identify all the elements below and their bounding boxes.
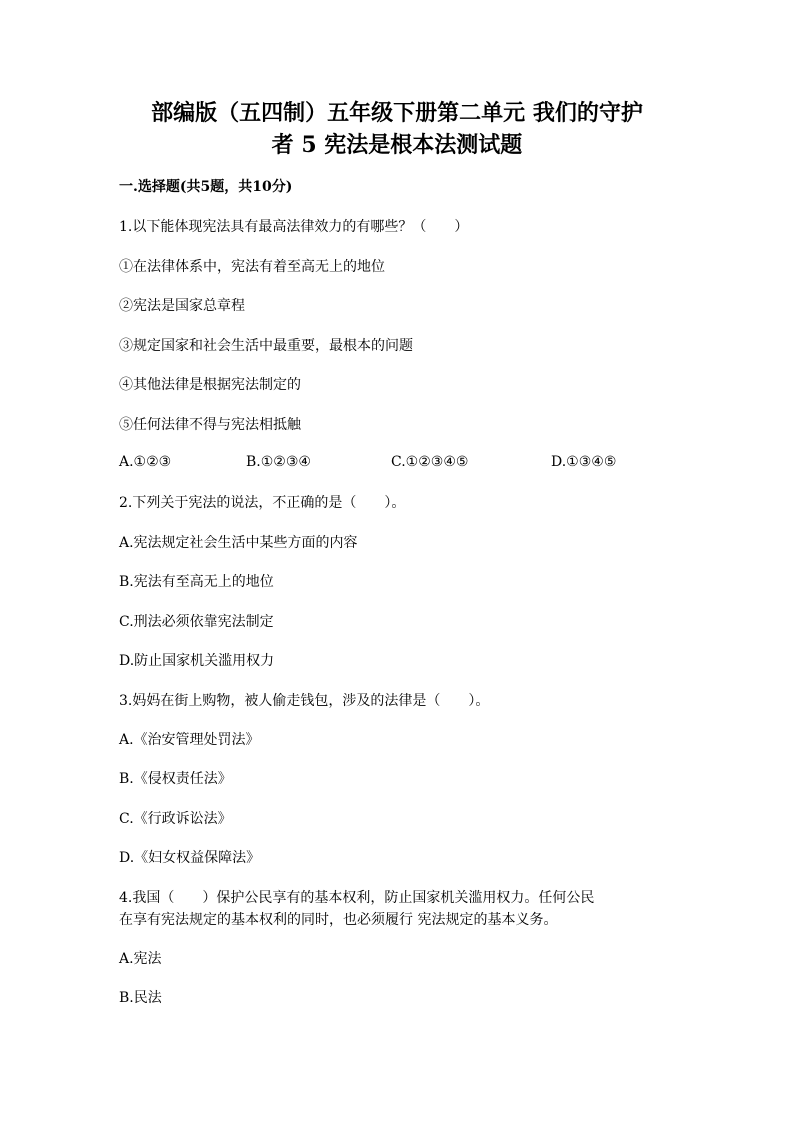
question-1-option-a: A.①②③ bbox=[119, 454, 172, 470]
question-2-option-a: A.宪法规定社会生活中某些方面的内容 bbox=[119, 535, 358, 551]
question-3-option-c: C.《行政诉讼法》 bbox=[119, 811, 232, 827]
question-1-item-2: ②宪法是国家总章程 bbox=[119, 298, 245, 314]
question-2-option-b: B.宪法有至高无上的地位 bbox=[119, 574, 274, 590]
question-3-option-b: B.《侵权责任法》 bbox=[119, 771, 232, 787]
question-1-item-5: ⑤任何法律不得与宪法相抵触 bbox=[119, 417, 301, 433]
question-2-option-d: D.防止国家机关滥用权力 bbox=[119, 653, 275, 669]
question-4-option-b: B.民法 bbox=[119, 990, 162, 1006]
question-1-item-3: ③规定国家和社会生活中最重要，最根本的问题 bbox=[119, 338, 413, 354]
question-4-stem-line1: 4.我国（ ）保护公民享有的基本权利，防止国家机关滥用权力。任何公民 bbox=[119, 890, 595, 906]
question-1-item-1: ①在法律体系中，宪法有着至高无上的地位 bbox=[119, 259, 385, 275]
page-title-line2: 者 5 宪法是根本法测试题 bbox=[271, 132, 523, 158]
question-3-option-d: D.《妇女权益保障法》 bbox=[119, 850, 261, 866]
question-1-options bbox=[119, 454, 699, 474]
question-2-option-c: C.刑法必须依靠宪法制定 bbox=[119, 614, 274, 630]
question-3-option-a: A.《治安管理处罚法》 bbox=[119, 732, 260, 748]
question-1-option-d: D.①③④⑤ bbox=[551, 454, 617, 470]
question-1-option-c: C.①②③④⑤ bbox=[391, 454, 469, 470]
question-3-stem: 3.妈妈在街上购物，被人偷走钱包，涉及的法律是（ ）。 bbox=[119, 693, 490, 709]
page-title-line1: 部编版（五四制）五年级下册第二单元 我们的守护 bbox=[151, 100, 643, 126]
question-4-option-a: A.宪法 bbox=[119, 951, 162, 967]
question-2-stem: 2.下列关于宪法的说法，不正确的是（ ）。 bbox=[119, 495, 406, 511]
question-1-stem: 1.以下能体现宪法具有最高法律效力的有哪些？（ ） bbox=[119, 219, 469, 235]
section-heading: 一.选择题(共5题，共10分) bbox=[119, 179, 293, 195]
question-4-stem-line2: 在享有宪法规定的基本权利的同时，也必须履行 宪法规定的基本义务。 bbox=[119, 912, 558, 928]
question-1-option-b: B.①②③④ bbox=[246, 454, 311, 470]
question-1-item-4: ④其他法律是根据宪法制定的 bbox=[119, 377, 301, 393]
